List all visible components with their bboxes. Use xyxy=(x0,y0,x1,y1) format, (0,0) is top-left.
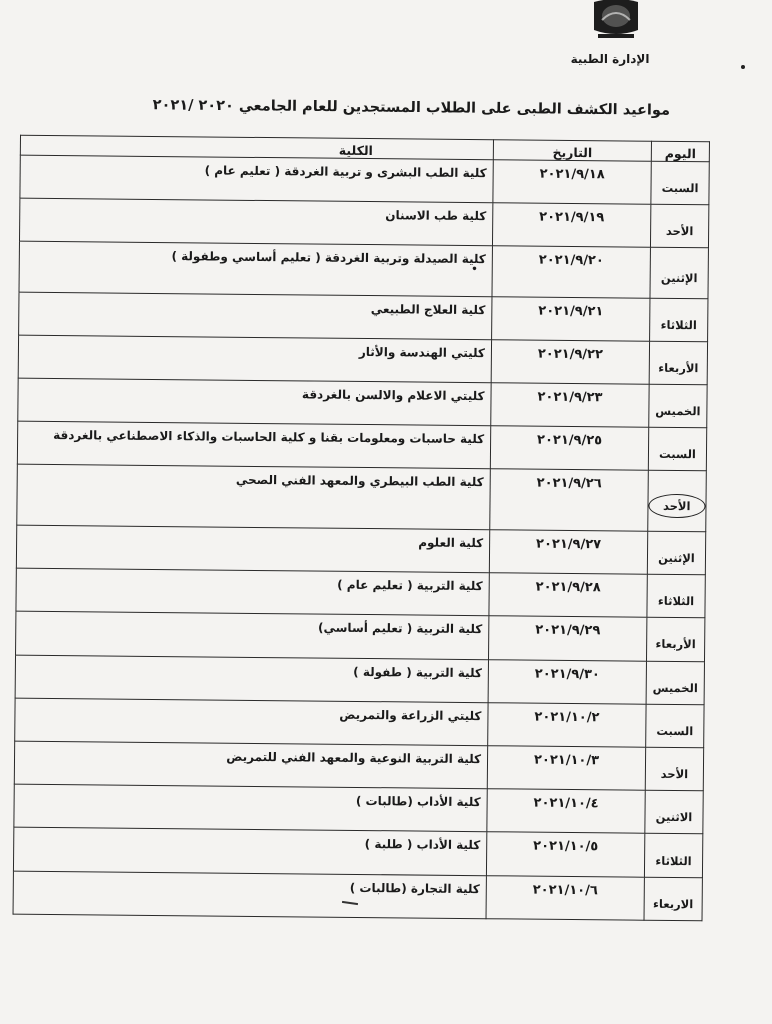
table-row xyxy=(20,155,709,205)
day-label: الإثنين xyxy=(660,270,698,286)
cell-date: ٢٠٢١/٩/٢٨ xyxy=(489,573,647,618)
table-row xyxy=(13,871,702,921)
college-label: كلية العلاج الطبيعي xyxy=(370,301,486,317)
day-label: الأربعاء xyxy=(655,637,696,652)
table-row xyxy=(17,465,707,532)
cell-college xyxy=(19,292,492,340)
college-label: كليتي الهندسة والأثار xyxy=(358,344,486,360)
table-row xyxy=(15,655,704,705)
document-title: مواعيد الكشف الطبى على الطلاب المستجدين للعام الجامعي ٢٠٢٠ /٢٠٢١ xyxy=(152,97,671,119)
college-label: كلية الأداب ( طلبة ) xyxy=(364,837,481,853)
cell-college xyxy=(15,698,488,746)
college-label: كلية حاسبات ومعلومات بقنا و كلية الحاسبات والذكاء الاصطناعي بالغردقة xyxy=(53,428,485,447)
table-row xyxy=(17,421,706,471)
cell-date: ٢٠٢١/٩/٢٧ xyxy=(489,530,647,575)
cell-date: ٢٠٢١/٩/٢٩ xyxy=(489,616,647,661)
table-row xyxy=(19,292,708,342)
schedule-table xyxy=(13,135,710,922)
cell-day xyxy=(647,574,705,618)
cell-day xyxy=(650,298,708,342)
college-label: كلية التربية ( تعليم أساسي) xyxy=(317,620,483,637)
day-label: السبت xyxy=(661,180,699,196)
cell-college xyxy=(18,335,491,383)
day-label: الثلاثاء xyxy=(660,317,697,332)
college-label: كلية طب الاسنان xyxy=(385,208,487,224)
cell-day xyxy=(644,834,702,878)
cell-day xyxy=(647,531,705,575)
cell-date: ٢٠٢١/١٠/٤ xyxy=(487,789,645,834)
cell-date: ٢٠٢١/٩/٢١ xyxy=(492,296,650,341)
schedule-table-container xyxy=(13,135,710,922)
cell-college xyxy=(13,828,486,876)
cell-college xyxy=(16,568,489,616)
table-row xyxy=(16,612,705,662)
day-label: الثلاثاء xyxy=(657,594,695,609)
college-label: كلية الطب البشرى و تربية الغردقة ( تعليم عام ) xyxy=(204,163,487,181)
header-day: اليوم xyxy=(651,141,709,162)
college-label: كلية التربية ( طفولة ) xyxy=(353,664,482,680)
cell-date: ٢٠٢١/٩/٢٢ xyxy=(491,340,649,385)
college-label: كلية التجارة (طالبات ) xyxy=(349,880,480,896)
cell-college xyxy=(17,465,491,530)
cell-college xyxy=(19,242,492,297)
cell-day xyxy=(649,341,707,385)
cell-college xyxy=(18,378,491,426)
cell-date: ٢٠٢١/١٠/٢ xyxy=(488,703,646,748)
college-label: كلية التربية ( تعليم عام ) xyxy=(337,577,483,594)
table-row xyxy=(15,698,704,748)
cell-college xyxy=(14,741,487,789)
college-label: كليتي الاعلام والالسن بالغردقة xyxy=(301,387,485,404)
cell-college xyxy=(16,612,489,660)
cell-college xyxy=(17,421,490,469)
day-label: الأحد xyxy=(660,767,689,782)
day-label: الخميس xyxy=(655,403,701,419)
day-label: الخميس xyxy=(652,680,698,695)
university-logo-emblem xyxy=(588,0,644,44)
header-date: التاريخ xyxy=(493,140,651,162)
cell-date: ٢٠٢١/٩/١٨ xyxy=(493,160,651,205)
cell-date: ٢٠٢١/٩/٢٠ xyxy=(492,246,650,298)
college-label: كلية الصيدلة وتربية الغردقة ( تعليم أساسي وطفولة ) xyxy=(171,249,486,267)
cell-day xyxy=(648,471,707,532)
day-label: السبت xyxy=(658,447,696,462)
day-label: السبت xyxy=(656,723,694,739)
day-label: الإثنين xyxy=(658,550,695,566)
cell-date: ٢٠٢١/٩/٢٥ xyxy=(490,426,648,471)
cell-day xyxy=(644,877,702,921)
cell-day xyxy=(650,248,708,299)
header-college: الكلية xyxy=(20,135,493,160)
cell-date: ٢٠٢١/٩/٢٣ xyxy=(491,383,649,428)
cell-day xyxy=(645,747,703,791)
cell-day xyxy=(645,790,703,834)
cell-day xyxy=(650,204,708,248)
cell-day xyxy=(646,661,704,705)
college-label: كلية العلوم xyxy=(418,535,484,551)
cell-college xyxy=(20,155,493,203)
day-label: الاثنين xyxy=(655,810,693,825)
table-row xyxy=(16,568,705,618)
table-row xyxy=(14,784,703,834)
table-row xyxy=(19,242,708,299)
cell-date: ٢٠٢١/٩/١٩ xyxy=(492,203,650,248)
stray-mark: • xyxy=(471,264,478,276)
cell-date: ٢٠٢١/١٠/٣ xyxy=(487,746,645,791)
cell-college xyxy=(19,198,492,246)
college-label: كليتي الزراعة والتمريض xyxy=(339,707,482,723)
cell-date: ٢٠٢١/١٠/٥ xyxy=(486,832,644,877)
day-label: الأحد xyxy=(665,224,694,239)
college-label: كلية التربية النوعية والمعهد الفني للتمريض xyxy=(226,749,482,767)
cell-day xyxy=(646,704,704,748)
cell-date: ٢٠٢١/٩/٣٠ xyxy=(488,659,646,704)
circled-day-label: الأحد xyxy=(648,494,706,519)
stray-dot-mark xyxy=(741,65,745,69)
cell-day xyxy=(651,161,709,205)
day-label: الاربعاء xyxy=(653,896,694,912)
cell-college xyxy=(14,784,487,832)
cell-day xyxy=(646,618,704,662)
cell-college xyxy=(15,655,488,703)
college-label: كلية الطب البيطري والمعهد الفني الصحي xyxy=(235,473,484,490)
cell-date: ٢٠٢١/٩/٢٦ xyxy=(490,469,649,531)
schedule-body xyxy=(13,155,709,921)
day-label: الأربعاء xyxy=(658,360,699,376)
cell-date: ٢٠٢١/١٠/٦ xyxy=(486,875,644,920)
department-name: الإدارة الطبية xyxy=(570,52,650,66)
cell-day xyxy=(648,427,706,471)
table-row xyxy=(14,741,703,791)
cell-college xyxy=(16,525,489,573)
table-row xyxy=(19,198,708,248)
table-row xyxy=(16,525,705,575)
table-row xyxy=(18,335,707,385)
college-label: كلية الأداب (طالبات ) xyxy=(355,794,481,810)
cell-day xyxy=(649,384,707,428)
table-row xyxy=(13,828,702,878)
table-row xyxy=(18,378,707,428)
cell-college xyxy=(13,871,486,919)
day-label: الثلاثاء xyxy=(655,853,692,868)
